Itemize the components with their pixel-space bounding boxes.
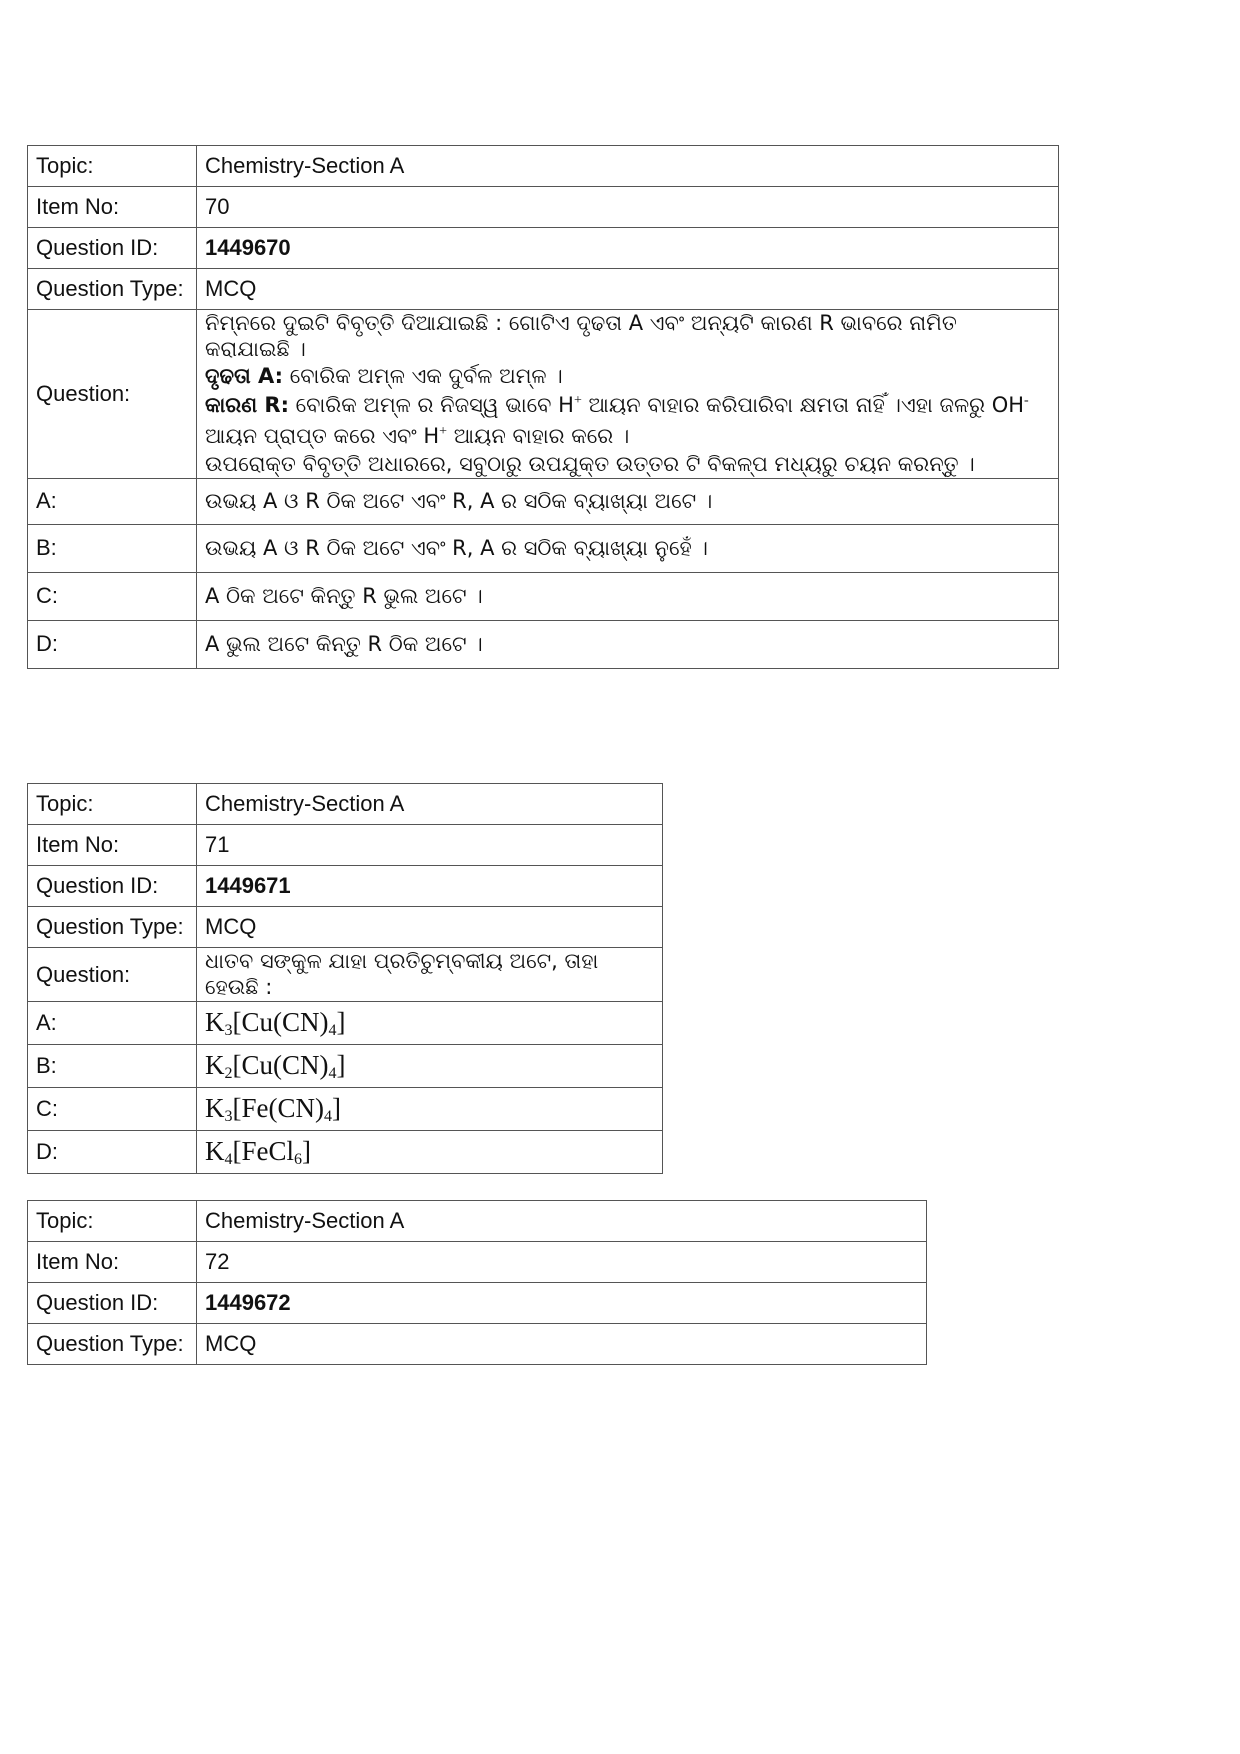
option-a-text: ଉଭୟ A ଓ R ଠିକ ଅଟେ ଏବଂ R, A ର ସଠିକ ବ୍ୟାଖ୍ୟା ଅଟେ । <box>197 478 1059 524</box>
reason-text-1: ବୋରିକ ଅମ୍ଳ ର ନିଜସ୍ୱ ଭାବେ H <box>288 392 574 417</box>
option-b-label: B: <box>28 524 197 572</box>
question-label: Question: <box>28 310 197 479</box>
topic-row <box>28 146 1059 187</box>
assertion-label: ଦୃଢତା A: <box>205 363 284 388</box>
formula-part: ] <box>331 1092 341 1123</box>
option-row-a <box>28 1001 663 1044</box>
question-id-row <box>28 866 663 907</box>
item-no-row <box>28 187 1059 228</box>
formula-subscript: 3 <box>224 1107 233 1125</box>
question-line-6: ଉପରୋକ୍ତ ବିବୃତ୍ତି ଅଧାରରେ, ସବୁଠାରୁ ଉପଯୁକ୍ତ ଉତ୍ତର ଟି ବିକଳ୍ପ ମଧ୍ୟରୁ ଚୟନ କରନ୍ତୁ । <box>205 452 975 477</box>
formula-subscript: 3 <box>224 1021 233 1039</box>
question-table-71 <box>27 783 663 1174</box>
formula-part: K <box>205 1135 225 1166</box>
item-no-value: 70 <box>197 187 1059 228</box>
formula-part: ] <box>336 1049 346 1080</box>
option-row-d <box>28 1130 663 1173</box>
formula-part: [FeCl <box>232 1135 295 1166</box>
question-type-value: MCQ <box>197 907 663 948</box>
option-c-text: A ଠିକ ଅଟେ କିନ୍ତୁ R ଭୁଲ ଅଟେ । <box>197 572 1059 620</box>
question-text: ଧାତବ ସଙ୍କୁଳ ଯାହା ପ୍ରତିଚୁମ୍ବକୀୟ ଅଟେ, ତାହା ହେଉଛି : <box>197 948 663 1002</box>
option-d-label: D: <box>28 1130 197 1173</box>
question-id-row <box>28 228 1059 269</box>
question-type-label: Question Type: <box>28 907 197 948</box>
option-d-formula <box>197 1130 663 1173</box>
topic-label: Topic: <box>28 784 197 825</box>
line5-text-1: ଆୟନ ପ୍ରାପ୍ତ କରେ ଏବଂ H <box>205 424 440 448</box>
question-type-value: MCQ <box>197 269 1059 310</box>
item-no-label: Item No: <box>28 187 197 228</box>
question-id-value: 1449672 <box>197 1283 927 1324</box>
option-b-formula <box>197 1044 663 1087</box>
item-no-value: 72 <box>197 1242 927 1283</box>
option-row-b <box>28 1044 663 1087</box>
question-id-value: 1449670 <box>197 228 1059 269</box>
question-table-70 <box>27 145 1059 669</box>
question-type-row <box>28 269 1059 310</box>
question-text <box>197 310 1059 479</box>
topic-label: Topic: <box>28 1201 197 1242</box>
reason-line <box>205 389 1050 420</box>
assertion-line <box>205 363 1050 389</box>
item-no-value: 71 <box>197 825 663 866</box>
item-no-label: Item No: <box>28 825 197 866</box>
reason-label: କାରଣ R: <box>205 392 289 417</box>
topic-value: Chemistry-Section A <box>197 784 663 825</box>
question-id-label: Question ID: <box>28 228 197 269</box>
option-d-label: D: <box>28 620 197 668</box>
assertion-text: ବୋରିକ ଅମ୍ଳ ଏକ ଦୁର୍ବଳ ଅମ୍ଳ । <box>283 363 563 388</box>
option-row-c <box>28 572 1059 620</box>
question-row <box>28 310 1059 479</box>
option-row-b <box>28 524 1059 572</box>
line5-sup: + <box>439 424 448 439</box>
question-line-5 <box>205 420 1050 451</box>
formula-part: K <box>205 1006 225 1037</box>
option-row-c <box>28 1087 663 1130</box>
question-type-label: Question Type: <box>28 1324 197 1365</box>
formula-part: K <box>205 1049 225 1080</box>
line5-text-2: ଆୟନ ବାହାର କରେ । <box>447 424 630 448</box>
topic-label: Topic: <box>28 146 197 187</box>
formula-part: K <box>205 1092 225 1123</box>
question-type-row <box>28 1324 927 1365</box>
formula-subscript: 4 <box>328 1064 337 1082</box>
formula-part: [Cu(CN) <box>232 1049 329 1080</box>
question-table-72 <box>27 1200 927 1365</box>
formula-part: [Fe(CN) <box>232 1092 324 1123</box>
option-row-a <box>28 478 1059 524</box>
option-d-text: A ଭୁଲ ଅଟେ କିନ୍ତୁ R ଠିକ ଅଟେ । <box>197 620 1059 668</box>
option-b-text: ଉଭୟ A ଓ R ଠିକ ଅଟେ ଏବଂ R, A ର ସଠିକ ବ୍ୟାଖ୍ୟା ନୁହେଁ । <box>197 524 1059 572</box>
question-type-value: MCQ <box>197 1324 927 1365</box>
topic-value: Chemistry-Section A <box>197 1201 927 1242</box>
formula-part: ] <box>336 1006 346 1037</box>
option-row-d <box>28 620 1059 668</box>
item-no-row <box>28 1242 927 1283</box>
item-no-label: Item No: <box>28 1242 197 1283</box>
question-id-value: 1449671 <box>197 866 663 907</box>
formula-subscript: 6 <box>294 1150 303 1168</box>
option-c-formula <box>197 1087 663 1130</box>
formula-subscript: 4 <box>323 1107 332 1125</box>
question-type-row <box>28 907 663 948</box>
reason-text-2: ଆୟନ ବାହାର କରିପାରିବା କ୍ଷମତା ନାହିଁ ।ଏହା ଜଳରୁ OH <box>581 392 1025 417</box>
formula-part: [Cu(CN) <box>232 1006 329 1037</box>
question-id-label: Question ID: <box>28 1283 197 1324</box>
reason-sup-2: - <box>1024 392 1029 408</box>
question-line-2: କରାଯାଇଛି । <box>205 337 306 362</box>
formula-part: ] <box>302 1135 312 1166</box>
topic-value: Chemistry-Section A <box>197 146 1059 187</box>
option-a-label: A: <box>28 1001 197 1044</box>
item-no-row <box>28 825 663 866</box>
topic-row <box>28 1201 927 1242</box>
formula-subscript: 4 <box>328 1021 337 1039</box>
option-a-formula <box>197 1001 663 1044</box>
question-row <box>28 948 663 1002</box>
question-id-row <box>28 1283 927 1324</box>
option-b-label: B: <box>28 1044 197 1087</box>
option-c-label: C: <box>28 1087 197 1130</box>
option-c-label: C: <box>28 572 197 620</box>
reason-sup-1: + <box>573 392 582 408</box>
topic-row <box>28 784 663 825</box>
question-type-label: Question Type: <box>28 269 197 310</box>
option-a-label: A: <box>28 478 197 524</box>
question-label: Question: <box>28 948 197 1002</box>
formula-subscript: 2 <box>224 1064 233 1082</box>
question-line-1: ନିମ୍ନରେ ଦୁଇଟି ବିବୃତ୍ତି ଦିଆଯାଇଛି : ଗୋଟିଏ ଦୃଢତା A ଏବଂ ଅନ୍ୟଟି କାରଣ R ଭାବରେ ନାମିତ <box>205 311 957 335</box>
question-id-label: Question ID: <box>28 866 197 907</box>
formula-subscript: 4 <box>224 1150 233 1168</box>
